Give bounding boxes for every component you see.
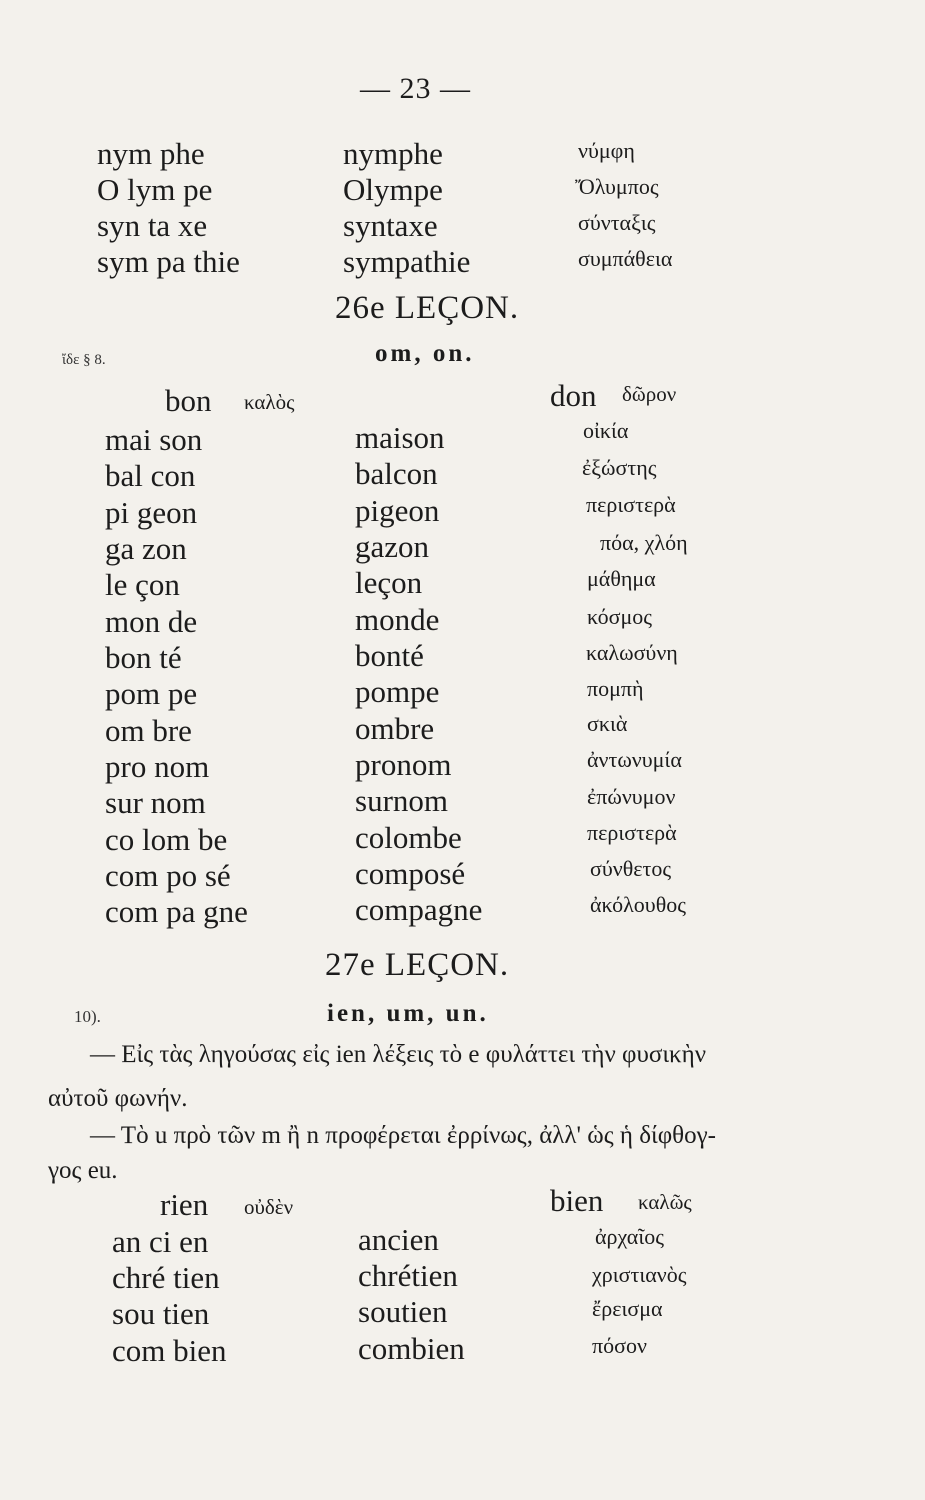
greek-cell: πομπὴ bbox=[587, 676, 644, 701]
greek-cell: ἀρχαῖος bbox=[595, 1224, 664, 1249]
rule-1-line-1: — Εἰς τὰς ληγούσας εἰς ien λέξεις τὸ e φυλάττει τὴν φυσικὴν bbox=[90, 1041, 707, 1068]
example-word: don bbox=[550, 378, 597, 413]
word-cell: gazon bbox=[355, 529, 430, 564]
greek-cell: περιστερὰ bbox=[587, 820, 677, 845]
syllable-cell: chré tien bbox=[112, 1260, 220, 1295]
greek-cell: χριστιανὸς bbox=[592, 1262, 687, 1287]
greek-cell: οἰκία bbox=[583, 418, 629, 443]
word-cell: ancien bbox=[358, 1222, 439, 1257]
syllable-cell: pi geon bbox=[105, 495, 198, 530]
word-cell: composé bbox=[355, 856, 466, 891]
greek-cell: συμπάθεια bbox=[578, 246, 673, 271]
greek-cell: ἐπώνυμον bbox=[587, 784, 676, 809]
example-word: rien bbox=[160, 1187, 209, 1222]
rule-2-line-1: — Τὸ u πρὸ τῶν m ἢ n προφέρεται ἐρρίνως, ἀλλ' ὡς ἡ δίφθογ- bbox=[90, 1122, 717, 1149]
word-cell: sympathie bbox=[343, 244, 471, 279]
syllable-cell: pom pe bbox=[105, 676, 198, 711]
word-cell: balcon bbox=[355, 456, 438, 491]
greek-cell: ἔρεισμα bbox=[592, 1296, 663, 1321]
page-number: — 23 — bbox=[360, 72, 471, 105]
word-cell: pompe bbox=[355, 674, 440, 709]
greek-cell: πόα, χλόη bbox=[600, 530, 688, 555]
word-cell: colombe bbox=[355, 820, 462, 855]
word-cell: soutien bbox=[358, 1294, 448, 1329]
word-cell: pigeon bbox=[355, 493, 440, 528]
example-greek: δῶρον bbox=[622, 382, 677, 406]
word-cell: monde bbox=[355, 602, 440, 637]
greek-cell: ἀκόλουθος bbox=[590, 892, 686, 917]
syllable-cell: com po sé bbox=[105, 858, 231, 893]
example-word: bon bbox=[165, 383, 212, 418]
greek-cell: ἀντωνυμία bbox=[587, 747, 682, 772]
syllable-cell: com bien bbox=[112, 1333, 227, 1368]
word-cell: pronom bbox=[355, 747, 452, 782]
syllable-cell: pro nom bbox=[105, 749, 210, 784]
rule-1-line-2: αὐτοῦ φωνήν. bbox=[48, 1085, 188, 1112]
greek-cell: σύνταξις bbox=[578, 210, 656, 235]
word-cell: surnom bbox=[355, 783, 448, 818]
section-reference: 10). bbox=[74, 1007, 101, 1026]
word-cell: chrétien bbox=[358, 1258, 458, 1293]
syllable-cell: sym pa thie bbox=[97, 244, 240, 279]
greek-cell: ἐξώστης bbox=[582, 455, 657, 480]
section-reference: ἴδε § 8. bbox=[62, 352, 106, 368]
syllable-cell: mai son bbox=[105, 422, 203, 457]
greek-cell: νύμφη bbox=[578, 138, 635, 163]
syllable-cell: bon té bbox=[105, 640, 182, 675]
lesson-26-sounds: om, on. bbox=[375, 340, 475, 367]
syllable-cell: ga zon bbox=[105, 531, 187, 566]
syllable-cell: sur nom bbox=[105, 785, 206, 820]
greek-cell: σκιὰ bbox=[587, 711, 628, 736]
word-cell: syntaxe bbox=[343, 208, 438, 243]
example-greek: οὐδὲν bbox=[244, 1195, 294, 1219]
lesson-27-sounds: ien, um, un. bbox=[327, 1000, 489, 1027]
word-cell: bonté bbox=[355, 638, 424, 673]
word-cell: combien bbox=[358, 1331, 465, 1366]
syllable-cell: an ci en bbox=[112, 1224, 209, 1259]
greek-cell: κόσμος bbox=[587, 604, 652, 629]
greek-cell: καλωσύνη bbox=[586, 640, 678, 665]
syllable-cell: O lym pe bbox=[97, 172, 213, 207]
greek-cell: μάθημα bbox=[587, 566, 656, 591]
greek-cell: σύνθετος bbox=[590, 856, 672, 881]
syllable-cell: com pa gne bbox=[105, 894, 248, 929]
word-cell: compagne bbox=[355, 892, 483, 927]
word-cell: Olympe bbox=[343, 172, 443, 207]
syllable-cell: om bre bbox=[105, 713, 192, 748]
word-cell: nymphe bbox=[343, 136, 443, 171]
greek-cell: Ὄλυμπος bbox=[575, 174, 659, 199]
syllable-cell: syn ta xe bbox=[97, 208, 208, 243]
syllable-cell: bal con bbox=[105, 458, 196, 493]
syllable-cell: nym phe bbox=[97, 136, 205, 171]
word-cell: maison bbox=[355, 420, 445, 455]
greek-cell: περιστερὰ bbox=[586, 492, 676, 517]
example-greek: καλὸς bbox=[244, 390, 295, 414]
word-cell: leçon bbox=[355, 565, 423, 600]
syllable-cell: mon de bbox=[105, 604, 198, 639]
word-cell: ombre bbox=[355, 711, 435, 746]
lesson-26-title: 26e LEÇON. bbox=[335, 290, 520, 326]
lesson-27-title: 27e LEÇON. bbox=[325, 947, 510, 983]
example-word: bien bbox=[550, 1183, 604, 1218]
example-greek: καλῶς bbox=[638, 1190, 692, 1214]
syllable-cell: sou tien bbox=[112, 1296, 210, 1331]
syllable-cell: le çon bbox=[105, 567, 180, 602]
rule-2-line-2: γος eu. bbox=[48, 1157, 118, 1184]
syllable-cell: co lom be bbox=[105, 822, 228, 857]
greek-cell: πόσον bbox=[592, 1333, 647, 1358]
